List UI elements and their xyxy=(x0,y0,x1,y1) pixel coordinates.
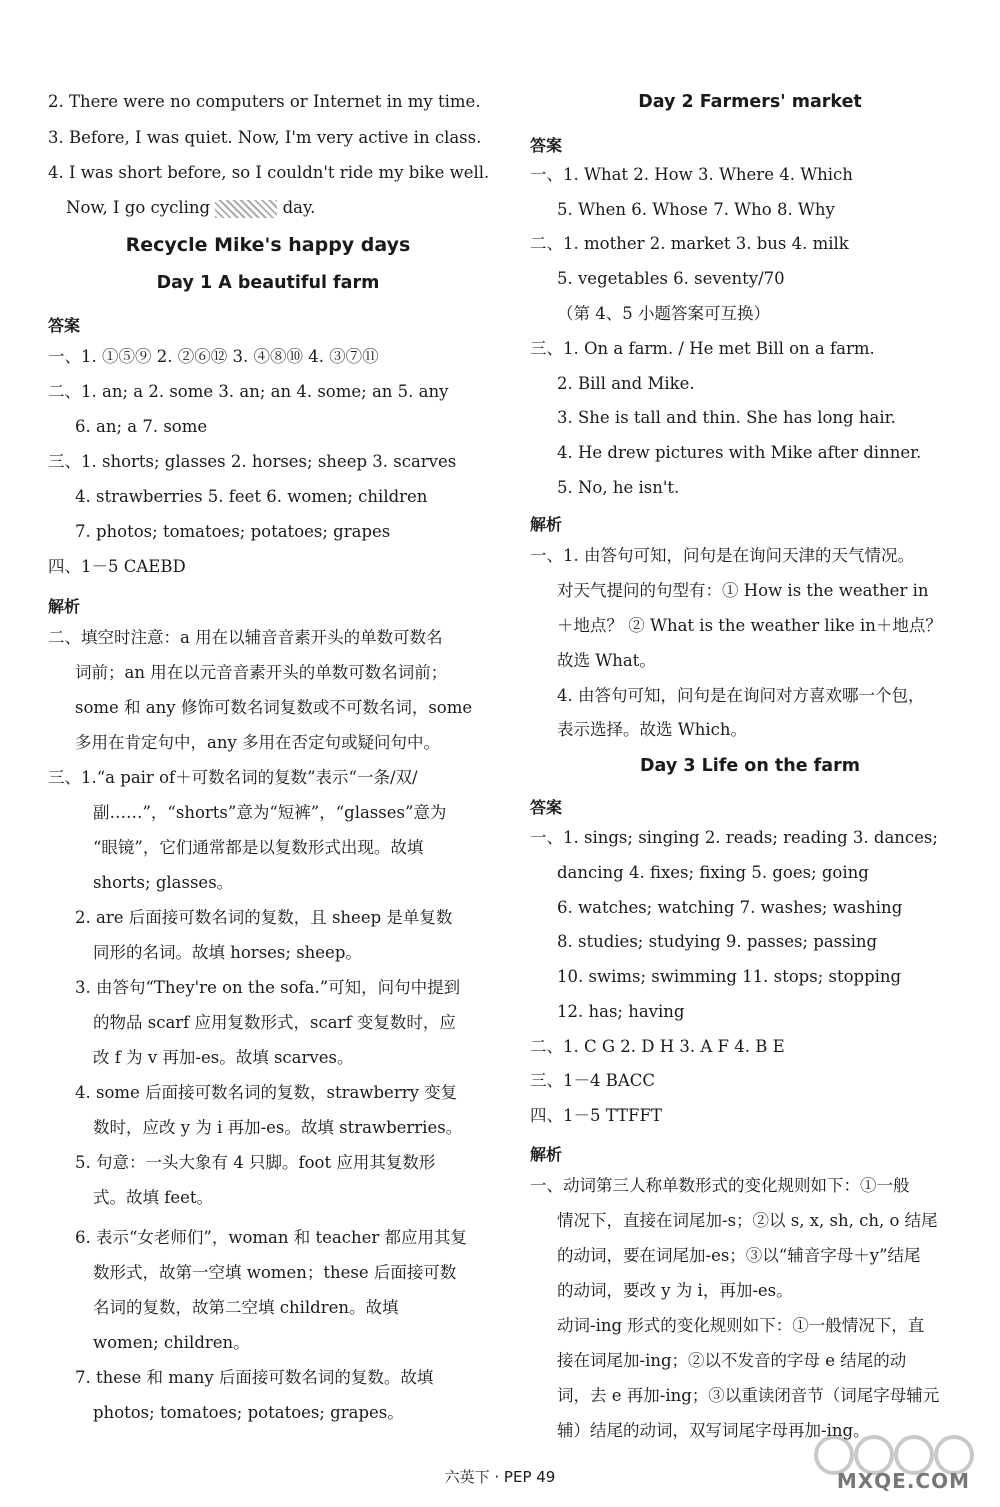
analysis-line: 词前；an 用在以元音音素开头的单数可数名词前； xyxy=(75,663,448,682)
analysis-line: 2. are 后面接可数名词的复数，且 sheep 是单复数 xyxy=(75,908,453,927)
answer-line: 6. an; a 7. some xyxy=(75,417,208,436)
analysis-line: 对天气提问的句型有：① How is the weather in xyxy=(557,581,929,600)
answer-line: 3. She is tall and thin. She has long hair. xyxy=(557,408,896,427)
analysis-line: 5. 句意：一头大象有 4 只脚。foot 应用其复数形 xyxy=(75,1153,436,1172)
analysis-line: 式。故填 feet。 xyxy=(93,1188,214,1207)
day2-title: Day 2 Farmers' market xyxy=(638,92,862,112)
analysis-line: 的动词，要改 y 为 i，再加-es。 xyxy=(557,1281,793,1300)
answer-line: 四、1－5 CAEBD xyxy=(48,557,186,576)
intro-line: 2. There were no computers or Internet in my time. xyxy=(48,92,481,111)
analysis-line: 3. 由答句“They're on the sofa.”可知，问句中提到 xyxy=(75,978,461,997)
answer-line: 8. studies; studying 9. passes; passing xyxy=(557,932,878,951)
answer-line: 三、1－4 BACC xyxy=(530,1071,656,1090)
analysis-line: 词，去 e 再加-ing；③以重读闭音节（词尾字母辅元 xyxy=(557,1386,940,1405)
analysis-line: ＋地点？ ② What is the weather like in＋地点？ xyxy=(557,616,942,635)
answer-line: 5. vegetables 6. seventy/70 xyxy=(557,269,785,288)
intro-line: Now, I go cycling xyxy=(66,198,211,217)
analysis-label: 解析 xyxy=(530,1145,563,1164)
analysis-line: photos; tomatoes; potatoes; grapes。 xyxy=(93,1403,404,1422)
answer-line: 一、1. sings; singing 2. reads; reading 3. dances; xyxy=(530,828,938,847)
answer-line: （第 4、5 小题答案可互换） xyxy=(557,304,770,323)
analysis-line: 的物品 scarf 应用复数形式，scarf 变复数时，应 xyxy=(93,1013,456,1032)
analysis-line: 一、1. 由答句可知，问句是在询问天津的天气情况。 xyxy=(530,546,914,565)
answer-line: 4. strawberries 5. feet 6. women; children xyxy=(75,487,428,506)
analysis-line: 名词的复数，故第二空填 children。故填 xyxy=(93,1298,399,1317)
answer-line: 7. photos; tomatoes; potatoes; grapes xyxy=(75,522,391,541)
answer-line: 二、1. an; a 2. some 3. an; an 4. some; an 5. any xyxy=(48,382,449,401)
day3-title: Day 3 Life on the farm xyxy=(640,756,860,776)
analysis-line: 情况下，直接在词尾加-s；②以 s, x, sh, ch, o 结尾 xyxy=(557,1211,938,1230)
answers-label: 答案 xyxy=(530,798,563,817)
analysis-line: 一、动词第三人称单数形式的变化规则如下：①一般 xyxy=(530,1176,910,1195)
answer-line: 6. watches; watching 7. washes; washing xyxy=(557,898,903,917)
answer-line: 四、1－5 TTFFT xyxy=(530,1106,662,1125)
analysis-line: 4. some 后面接可数名词的复数，strawberry 变复 xyxy=(75,1083,458,1102)
intro-line: 4. I was short before, so I couldn't ride my bike well. xyxy=(48,163,490,182)
answer-line: 10. swims; swimming 11. stops; stopping xyxy=(557,967,902,986)
analysis-line: 二、填空时注意：a 用在以辅音音素开头的单数可数名 xyxy=(48,628,443,647)
answer-line: 二、1. mother 2. market 3. bus 4. milk xyxy=(530,234,849,253)
answer-line: 2. Bill and Mike. xyxy=(557,374,695,393)
analysis-line: 7. these 和 many 后面接可数名词的复数。故填 xyxy=(75,1368,434,1387)
analysis-line: women; children。 xyxy=(93,1333,250,1352)
intro-line: day. xyxy=(282,198,316,217)
analysis-label: 解析 xyxy=(48,597,81,616)
analysis-line: 数时，应改 y 为 i 再加-es。故填 strawberries。 xyxy=(93,1118,463,1137)
intro-line: 3. Before, I was quiet. Now, I'm very active in class. xyxy=(48,128,482,147)
day1-title: Day 1 A beautiful farm xyxy=(156,273,380,293)
intro-line-with-blot xyxy=(66,198,315,218)
analysis-line: 副……”，“shorts”意为“短裤”，“glasses”意为 xyxy=(93,803,447,822)
analysis-line: 多用在肯定句中，any 多用在否定句或疑问句中。 xyxy=(75,733,441,752)
analysis-line: 动词-ing 形式的变化规则如下：①一般情况下，直 xyxy=(557,1316,925,1335)
page-footer: 六英下 · PEP 49 xyxy=(444,1468,556,1486)
answer-line: 三、1. On a farm. / He met Bill on a farm. xyxy=(530,339,875,358)
answer-line: dancing 4. fixes; fixing 5. goes; going xyxy=(557,863,869,882)
answer-line: 三、1. shorts; glasses 2. horses; sheep 3. scarves xyxy=(48,452,457,471)
analysis-line: shorts; glasses。 xyxy=(93,873,234,892)
analysis-line: 表示选择。故选 Which。 xyxy=(557,720,747,739)
analysis-line: 故选 What。 xyxy=(557,651,656,670)
analysis-line: 三、1.“a pair of＋可数名词的复数”表示“一条/双/ xyxy=(48,768,418,787)
answer-line: 4. He drew pictures with Mike after dinner. xyxy=(557,443,922,462)
analysis-line: 4. 由答句可知，问句是在询问对方喜欢哪一个包， xyxy=(557,686,925,705)
section-title: Recycle Mike's happy days xyxy=(125,234,411,256)
answer-line: 5. When 6. Whose 7. Who 8. Why xyxy=(557,200,835,219)
answer-line: 12. has; having xyxy=(557,1002,685,1021)
analysis-line: 辅）结尾的动词，双写词尾字母再加-ing。 xyxy=(557,1421,870,1440)
analysis-line: “眼镜”，它们通常都是以复数形式出现。故填 xyxy=(93,838,424,857)
answer-line: 一、1. ①⑤⑨ 2. ②⑥⑫ 3. ④⑧⑩ 4. ③⑦⑪ xyxy=(48,347,379,366)
analysis-line: 6. 表示“女老师们”，woman 和 teacher 都应用其复 xyxy=(75,1228,468,1247)
watermark-text: MXQE.COM xyxy=(836,1469,970,1493)
scribble-mark xyxy=(215,200,277,218)
analysis-line: 接在词尾加-ing；②以不发音的字母 e 结尾的动 xyxy=(557,1351,907,1370)
answers-label: 答案 xyxy=(530,136,563,155)
analysis-line: some 和 any 修饰可数名词复数或不可数名词，some xyxy=(75,698,473,717)
answer-line: 二、1. C G 2. D H 3. A F 4. B E xyxy=(530,1037,785,1056)
analysis-label: 解析 xyxy=(530,515,563,534)
answer-line: 一、1. What 2. How 3. Where 4. Which xyxy=(530,165,853,184)
answer-line: 5. No, he isn't. xyxy=(557,478,680,497)
answers-label: 答案 xyxy=(48,316,81,335)
analysis-line: 的动词，要在词尾加-es；③以“辅音字母＋y”结尾 xyxy=(557,1246,921,1265)
analysis-line: 同形的名词。故填 horses; sheep。 xyxy=(93,943,362,962)
analysis-line: 改 f 为 v 再加-es。故填 scarves。 xyxy=(93,1048,354,1067)
analysis-line: 数形式，故第一空填 women；these 后面接可数 xyxy=(93,1263,457,1282)
